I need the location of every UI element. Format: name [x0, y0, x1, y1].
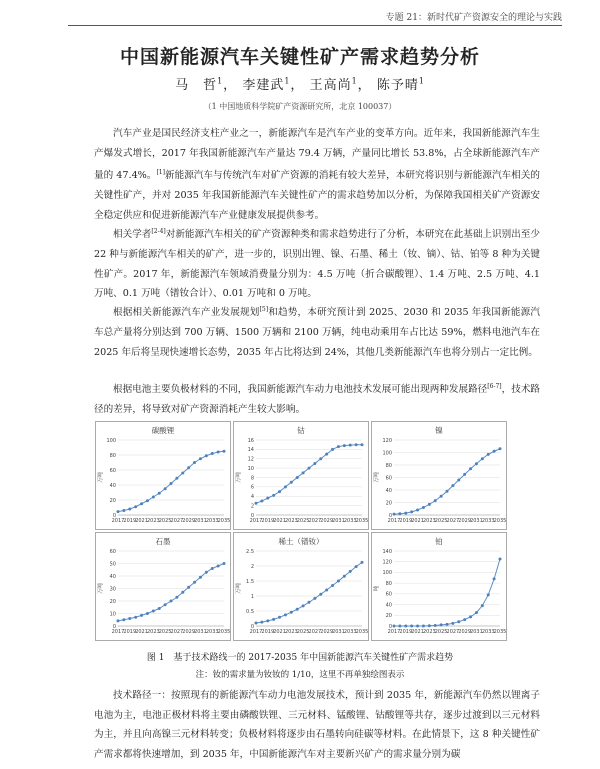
y-tick-label: 2 [250, 563, 254, 570]
x-tick-label: 2017 [111, 629, 125, 635]
author: 马 哲 [175, 78, 218, 93]
y-tick-label: 20 [385, 613, 392, 620]
data-point [211, 452, 214, 455]
x-tick-label: 2033 [343, 629, 357, 635]
x-tick-label: 2027 [308, 518, 322, 524]
y-axis-label: 万吨 [98, 471, 104, 484]
y-tick-label: 40 [385, 602, 392, 609]
data-point [499, 447, 502, 450]
x-tick-label: 2025 [434, 518, 448, 524]
data-point [255, 622, 258, 625]
data-point [217, 565, 220, 568]
author-aff: 1 [284, 76, 291, 86]
x-tick-label: 2019 [123, 518, 137, 524]
x-tick-label: 2021 [273, 518, 286, 524]
y-tick-label: 120 [382, 559, 392, 566]
x-tick-label: 2023 [422, 518, 436, 524]
data-point [457, 620, 460, 623]
author-list: 马 哲$^1$， 李建武$^1$， 王高尚$^1$， 陈予晴$^1$ [175, 76, 425, 93]
data-point [146, 499, 149, 502]
y-tick-label: 80 [385, 462, 392, 469]
x-tick-label: 2031 [332, 518, 345, 524]
x-tick-label: 2027 [308, 629, 322, 635]
data-point [128, 617, 131, 620]
series-line [256, 445, 362, 504]
chart-title: 铂 [435, 537, 443, 546]
x-tick-label: 2029 [182, 629, 196, 635]
data-point [223, 450, 226, 453]
y-tick-label: 20 [385, 500, 392, 507]
data-point [493, 577, 496, 580]
chart-title: 石墨 [155, 537, 171, 546]
data-point [355, 565, 358, 568]
x-tick-label: 2035 [217, 518, 230, 524]
data-point [499, 558, 502, 561]
data-point [164, 487, 167, 490]
x-tick-label: 2029 [458, 518, 472, 524]
data-point [451, 484, 454, 487]
y-tick-label: 10 [247, 465, 254, 472]
x-tick-label: 2031 [470, 518, 483, 524]
data-point [343, 575, 346, 578]
paragraph-5: 技术路径一：按照现有的新能源汽车动力电池发展技术，预计到 2035 年，新能源汽车仍然以锂离子电池为主，电池正极材料将主要由磷酸铁锂、三元材料、锰酸锂、钴酸锂等共存，逐步过渡到以三元材料为主，并且向高镍三元材料转变；负极材料将逐步由石墨转向硅碳等材料。在此情景下，这 8 种关键性矿产需求都将快速增加，到 2035 年，中国新能源汽车对主要新兴矿产的需求量分别为碳 [94, 690, 540, 761]
data-point [187, 466, 190, 469]
x-tick-label: 2019 [123, 629, 137, 635]
x-tick-label: 2023 [422, 629, 436, 635]
data-point [349, 570, 352, 573]
chart-svg [234, 422, 368, 529]
data-point [463, 618, 466, 621]
x-tick-label: 2025 [434, 629, 448, 635]
y-tick-label: 0 [388, 512, 392, 519]
chart-svg [96, 422, 230, 529]
data-point [290, 481, 293, 484]
data-point [223, 562, 226, 565]
x-tick-label: 2023 [284, 629, 298, 635]
x-tick-label: 2031 [194, 518, 207, 524]
data-point [325, 453, 328, 456]
data-point [278, 616, 281, 619]
data-point [122, 509, 125, 512]
x-tick-label: 2025 [296, 629, 310, 635]
y-tick-label: 60 [385, 591, 392, 598]
y-tick-label: 100 [382, 570, 392, 577]
data-point [481, 604, 484, 607]
data-point [422, 506, 425, 509]
x-tick-label: 2021 [411, 629, 424, 635]
data-point [475, 462, 478, 465]
y-axis-label: 万吨 [98, 582, 104, 595]
y-tick-label: 16 [247, 437, 254, 444]
data-point [416, 625, 419, 628]
data-point [117, 510, 120, 513]
y-tick-label: 60 [109, 548, 116, 555]
data-point [440, 495, 443, 498]
y-tick-label: 14 [247, 447, 254, 454]
x-tick-label: 2023 [146, 518, 160, 524]
chart-svg [234, 533, 368, 640]
data-point [272, 494, 275, 497]
header-rule [68, 25, 562, 26]
data-point [140, 502, 143, 505]
x-tick-label: 2019 [399, 518, 413, 524]
y-tick-label: 2 [250, 503, 254, 510]
y-tick-label: 40 [385, 487, 392, 494]
x-tick-label: 2031 [470, 629, 483, 635]
chart-title: 碳酸锂 [151, 426, 175, 435]
x-tick-label: 2029 [458, 629, 472, 635]
x-tick-label: 2019 [399, 629, 413, 635]
x-tick-label: 2035 [355, 518, 368, 524]
data-point [487, 593, 490, 596]
x-tick-label: 2021 [135, 629, 148, 635]
x-tick-label: 2019 [261, 518, 275, 524]
data-point [313, 597, 316, 600]
data-point [146, 612, 149, 615]
data-point [152, 496, 155, 499]
data-point [337, 580, 340, 583]
data-point [319, 593, 322, 596]
figure-caption: 图 1 基于技术路线一的 2017-2035 年中国新能源汽车关键性矿产需求趋势 [146, 653, 454, 663]
y-tick-label: 80 [385, 580, 392, 587]
y-tick-label: 0 [112, 623, 116, 630]
data-point [446, 490, 449, 493]
data-point [428, 503, 431, 506]
y-tick-label: 40 [109, 482, 116, 489]
data-point [158, 607, 161, 610]
data-point [170, 600, 173, 603]
y-tick-label: 30 [109, 586, 116, 593]
x-tick-label: 2031 [194, 629, 207, 635]
data-point [475, 611, 478, 614]
x-tick-label: 2027 [170, 518, 184, 524]
author-aff: 1 [351, 76, 358, 86]
data-point [175, 596, 178, 599]
y-tick-label: 100 [106, 437, 116, 444]
y-tick-label: 8 [250, 475, 254, 482]
data-point [122, 618, 125, 621]
x-tick-label: 2017 [111, 518, 125, 524]
data-point [134, 505, 137, 508]
data-point [193, 581, 196, 584]
data-point [410, 625, 413, 628]
data-point [457, 479, 460, 482]
data-point [308, 467, 311, 470]
x-tick-label: 2025 [296, 518, 310, 524]
x-tick-label: 2029 [182, 518, 196, 524]
data-point [158, 492, 161, 495]
author-aff: 1 [217, 76, 224, 86]
data-point [446, 623, 449, 626]
data-point [284, 613, 287, 616]
y-tick-label: 20 [109, 497, 116, 504]
data-point [181, 591, 184, 594]
data-point [493, 450, 496, 453]
y-tick-label: 0 [388, 623, 392, 630]
chart-title: 稀土（镨钕） [278, 537, 324, 546]
data-point [410, 510, 413, 513]
x-tick-label: 2035 [217, 629, 230, 635]
data-point [260, 621, 263, 624]
x-tick-label: 2033 [481, 518, 495, 524]
x-tick-label: 2017 [249, 518, 263, 524]
y-tick-label: 40 [109, 573, 116, 580]
data-point [278, 490, 281, 493]
data-point [331, 448, 334, 451]
paragraph-3: 根据相关新能源汽车产业发展规划[5]和趋势，本研究预计到 2025、2030 和 2035 年我国新能源汽车总产量将分别达到 700 万辆、1500 万辆和 2100 万辆，纯电动乘用车占比达 59%，燃料电池汽车在 2025 年后将呈现快速增长态势，2035 年占比将达到 24%，其他几类新能源汽车也将分别占一定比例。 [94, 306, 540, 358]
y-tick-label: 50 [109, 561, 116, 568]
data-point [434, 624, 437, 627]
data-point [308, 601, 311, 604]
data-point [272, 618, 275, 621]
data-point [361, 561, 364, 564]
x-tick-label: 2019 [261, 629, 275, 635]
data-point [266, 497, 269, 500]
data-point [199, 457, 202, 460]
y-tick-label: 60 [109, 467, 116, 474]
y-axis-label: 万吨 [236, 471, 242, 484]
data-point [284, 485, 287, 488]
data-point [428, 624, 431, 627]
data-point [217, 451, 220, 454]
paragraph-2: 相关学者[2-4]对新能源汽车相关的矿产资源种类和需求趋势进行了分析，本研究在此基础上识别出至少 22 种与新能源汽车相关的矿产，进一步的，识别出锂、镍、石墨、稀土（钕、镝）、钴、铂等 8 种为关键性矿产。2017 年，新能源汽车领域消费量分别为：4.5 万吨（折合碳酸锂）、1.4 万吨、2.5 万吨、4.1 万吨、0.1 万吨（镨钕合计）、0.01 万吨和 0 万吨。 [94, 228, 541, 300]
data-point [469, 615, 472, 618]
data-point [325, 589, 328, 592]
data-point [199, 576, 202, 579]
data-point [349, 444, 352, 447]
chart-svg [372, 422, 506, 529]
data-point [128, 508, 131, 511]
series-line [394, 449, 500, 514]
x-tick-label: 2031 [332, 629, 345, 635]
data-point [181, 472, 184, 475]
x-tick-label: 2023 [146, 629, 160, 635]
data-point [393, 625, 396, 628]
data-point [343, 444, 346, 447]
series-line [394, 559, 500, 626]
paragraph-4: 根据电池主要负极材料的不同，我国新能源汽车动力电池技术发展可能出现两种发展路径[6-7]，技术路径的差异，将导致对矿产资源消耗产生较大影响。 [94, 383, 541, 415]
data-point [319, 457, 322, 460]
data-point [193, 461, 196, 464]
chart-graphite [95, 532, 231, 641]
data-point [296, 476, 299, 479]
y-tick-label: 0 [250, 623, 254, 630]
chart-title: 镍 [435, 426, 443, 435]
x-tick-label: 2017 [387, 629, 401, 635]
chart-title: 钴 [297, 426, 305, 435]
chart-cobalt [233, 421, 369, 530]
data-point [255, 502, 258, 505]
y-axis-label: 吨 [374, 585, 380, 592]
data-point [117, 619, 120, 622]
x-tick-label: 2035 [493, 518, 506, 524]
data-point [266, 619, 269, 622]
data-point [416, 509, 419, 512]
data-point [434, 499, 437, 502]
data-point [152, 610, 155, 613]
chart-rare-earth [233, 532, 369, 641]
data-point [205, 454, 208, 457]
data-point [481, 457, 484, 460]
x-tick-label: 2033 [205, 629, 219, 635]
data-point [296, 608, 299, 611]
data-point [337, 445, 340, 448]
author: 李建武 [242, 78, 285, 93]
affiliation: （1 中国地质科学院矿产资源研究所，北京 100037） [203, 102, 397, 111]
data-point [170, 482, 173, 485]
data-point [463, 473, 466, 476]
data-point [422, 625, 425, 628]
x-tick-label: 2029 [320, 629, 334, 635]
y-tick-label: 20 [109, 598, 116, 605]
x-tick-label: 2021 [135, 518, 148, 524]
y-tick-label: 2.5 [246, 548, 254, 555]
data-point [331, 584, 334, 587]
paper-title: 中国新能源汽车关键性矿产需求趋势分析 [119, 46, 480, 68]
x-tick-label: 2033 [481, 629, 495, 635]
y-tick-label: 0 [112, 512, 116, 519]
paragraph-1: 汽车产业是国民经济支柱产业之一，新能源汽车是汽车产业的变革方向。近年来，我国新能源汽车生产爆发式增长，2017 年我国新能源汽车产量达 79.4 万辆，产量同比增长 53.8%，占全球新能源汽车产量的 47.4%。[1]新能源汽车与传统汽车对矿产资源的消耗有较大差异，本研究将识别与新能源汽车相关的关键性矿产，并对 2035 年我国新能源汽车关键性矿产的需求趋势加以分析，为保障我国相关矿产资源安全稳定供应和促进新能源汽车产业健康发展提供参考。 [94, 128, 541, 221]
author: 陈予晴 [376, 78, 419, 93]
data-point [487, 453, 490, 456]
author-aff: 1 [418, 76, 425, 86]
x-tick-label: 2023 [284, 518, 298, 524]
y-tick-label: 140 [382, 548, 392, 555]
y-axis-label: 万吨 [236, 582, 242, 595]
data-point [205, 571, 208, 574]
x-tick-label: 2021 [411, 518, 424, 524]
x-tick-label: 2017 [387, 518, 401, 524]
author: 王高尚 [309, 78, 352, 93]
running-header: 专题 21：新时代矿产资源安全的理论与实践 [385, 13, 562, 23]
y-tick-label: 10 [109, 611, 116, 618]
data-point [469, 467, 472, 470]
figure-note: 注：钕的需求量为钕钕的 1/10，这里不再单独绘图表示 [195, 670, 405, 680]
x-tick-label: 2025 [158, 629, 172, 635]
data-point [164, 603, 167, 606]
data-point [355, 443, 358, 446]
data-point [440, 623, 443, 626]
chart-platinum [371, 532, 507, 641]
data-point [260, 499, 263, 502]
data-point [302, 471, 305, 474]
x-tick-label: 2017 [249, 629, 263, 635]
data-point [398, 625, 401, 628]
x-tick-label: 2035 [355, 629, 368, 635]
x-tick-label: 2033 [205, 518, 219, 524]
x-tick-label: 2029 [320, 518, 334, 524]
y-tick-label: 100 [382, 450, 392, 457]
chart-svg [372, 533, 506, 640]
y-tick-label: 1.5 [246, 578, 254, 585]
series-line [118, 451, 224, 511]
y-tick-label: 6 [250, 484, 254, 491]
data-point [302, 604, 305, 607]
x-tick-label: 2025 [158, 518, 172, 524]
y-tick-label: 120 [382, 437, 392, 444]
x-tick-label: 2027 [446, 518, 460, 524]
data-point [140, 614, 143, 617]
series-line [118, 564, 224, 621]
data-point [290, 611, 293, 614]
data-point [404, 625, 407, 628]
x-tick-label: 2027 [170, 629, 184, 635]
data-point [134, 616, 137, 619]
chart-svg [96, 533, 230, 640]
x-tick-label: 2033 [343, 518, 357, 524]
data-point [313, 462, 316, 465]
y-tick-label: 80 [109, 452, 116, 459]
data-point [393, 513, 396, 516]
data-point [361, 443, 364, 446]
data-point [404, 512, 407, 515]
data-point [211, 567, 214, 570]
data-point [398, 512, 401, 515]
y-tick-label: 60 [385, 475, 392, 482]
x-tick-label: 2021 [273, 629, 286, 635]
y-tick-label: 4 [250, 494, 254, 501]
data-point [187, 586, 190, 589]
y-tick-label: 1 [250, 593, 254, 600]
y-tick-label: 0 [250, 512, 254, 519]
data-point [175, 477, 178, 480]
y-tick-label: 0.5 [246, 608, 254, 615]
chart-nickel [371, 421, 507, 530]
x-tick-label: 2027 [446, 629, 460, 635]
series-line [256, 562, 362, 623]
y-axis-label: 万吨 [374, 471, 380, 484]
y-tick-label: 12 [247, 456, 254, 463]
chart-lithium [95, 421, 231, 530]
x-tick-label: 2035 [493, 629, 506, 635]
data-point [451, 622, 454, 625]
